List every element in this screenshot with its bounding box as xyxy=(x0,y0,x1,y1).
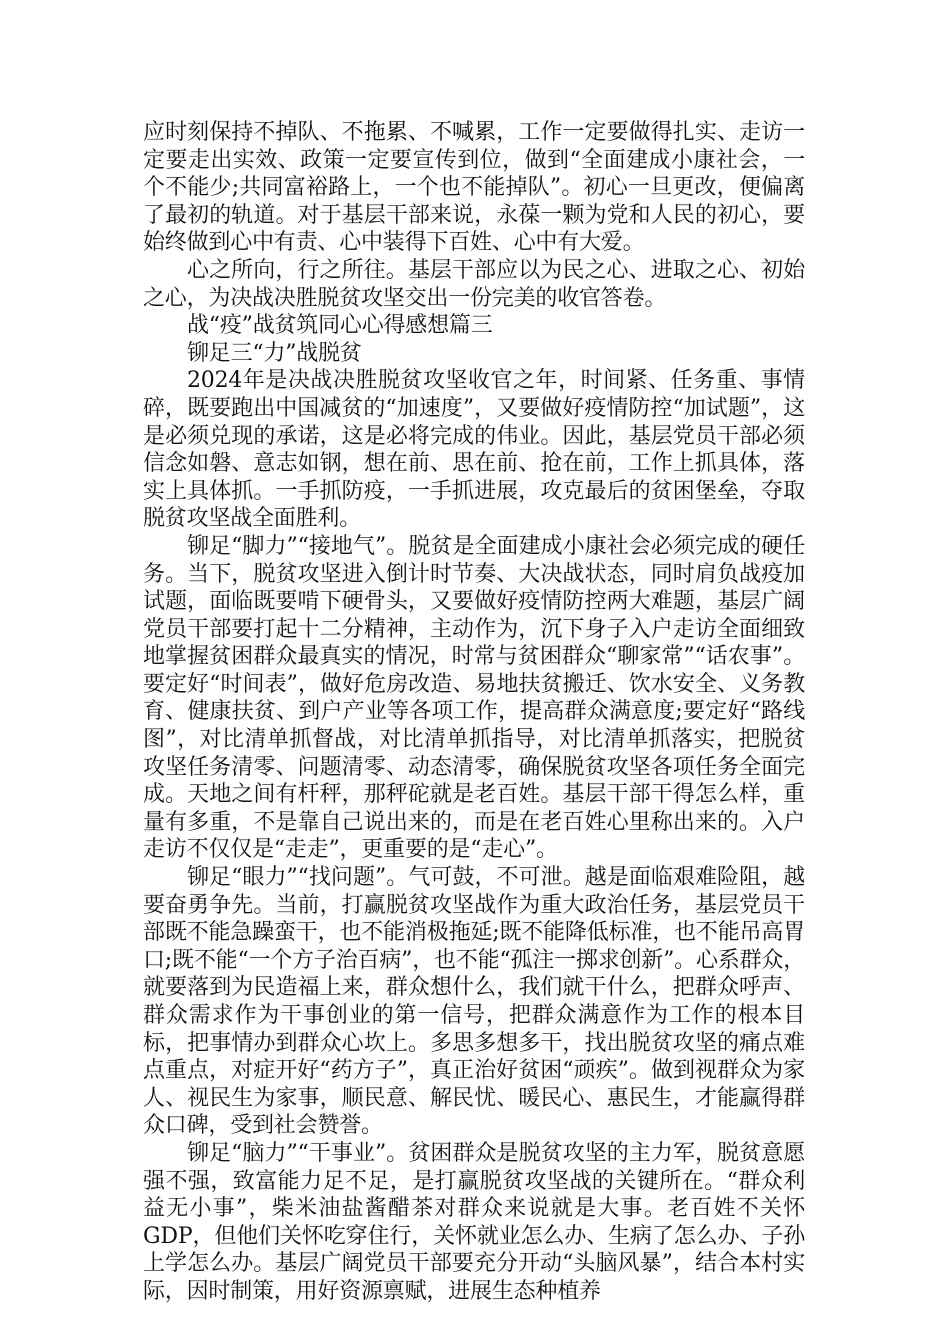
paragraph-intro: 2024年是决战决胜脱贫攻坚收官之年，时间紧、任务重、事情碎，既要跑出中国减贫的“加速度”，又要做好疫情防控“加试题”，这是必须兑现的承诺，这是必将完成的伟业。因此，基层党员干部必须信念如磐、意志如钢，想在前、思在前、抢在前，工作上抓具体，落实上具体抓。一手抓防疫，一手抓进展，攻克最后的贫困堡垒，夺取脱贫攻坚战全面胜利。 xyxy=(143,368,805,532)
paragraph-continuation: 应时刻保持不掉队、不拖累、不喊累，工作一定要做得扎实、走访一定要走出实效、政策一定要宣传到位，做到“全面建成小康社会，一个不能少;共同富裕路上，一个也不能掉队”。初心一旦更改，便偏离了最初的轨道。对于基层干部来说，永葆一颗为党和人民的初心，要始终做到心中有责、心中装得下百姓、心中有大爱。 xyxy=(143,120,805,256)
paragraph-brainpower: 铆足“脑力”“干事业”。贫困群众是脱贫攻坚的主力军，脱贫意愿强不强，致富能力足不足，是打赢脱贫攻坚战的关键所在。“群众利益无小事”，柴米油盐酱醋茶对群众来说就是大事。老百姓不关怀GDP，但他们关怀吃穿住行，关怀就业怎么办、生病了怎么办、子孙上学怎么办。基层广阔党员干部要充分开动“头脑风暴”，结合本村实际，因时制策，用好资源禀赋，进展生态种植养 xyxy=(143,1140,805,1304)
document-page xyxy=(143,119,805,1306)
section-title: 战“疫”战贫筑同心心得感想篇三 xyxy=(187,313,493,339)
paragraph-eyesight: 铆足“眼力”“找问题”。气可鼓，不可泄。越是面临艰难险阻，越要奋勇争先。当前，打赢脱贫攻坚战作为重大政治任务，基层党员干部既不能急躁蛮干，也不能消极拖延;既不能降低标准，也不能吊高胃口;既不能“一个方子治百病”，也不能“孤注一掷求创新”。心系群众，就要落到为民造福上来，群众想什么，我们就干什么，把群众呼声、群众需求作为干事创业的第一信号，把群众满意作为工作的根本目标，把事情办到群众心坎上。多思多想多干，找出脱贫攻坚的痛点难点重点，对症开好“药方子”，真正治好贫困“顽疾”。做到视群众为家人、视民生为家事，顺民意、解民忧、暖民心、惠民生，才能赢得群众口碑，受到社会赞誉。 xyxy=(143,865,805,1139)
paragraph-conclusion: 心之所向，行之所往。基层干部应以为民之心、进取之心、初始之心，为决战决胜脱贫攻坚交出一份完美的收官答卷。 xyxy=(143,257,805,311)
section-subtitle: 铆足三“力”战脱贫 xyxy=(187,340,362,366)
paragraph-footwork: 铆足“脚力”“接地气”。脱贫是全面建成小康社会必须完成的硬任务。当下，脱贫攻坚进入倒计时节奏、大决战状态，同时肩负战疫加试题，面临既要啃下硬骨头，又要做好疫情防控两大难题，基层广阔党员干部要打起十二分精神，主动作为，沉下身子入户走访全面细致地掌握贫困群众最真实的情况，时常与贫困群众“聊家常”“话农事”。要定好“时间表”，做好危房改造、易地扶贫搬迁、饮水安全、义务教育、健康扶贫、到户产业等各项工作，提高群众满意度;要定好“路线图”，对比清单抓督战，对比清单抓指导，对比清单抓落实，把脱贫攻坚任务清零、问题清零、动态清零，确保脱贫攻坚各项任务全面完成。天地之间有杆秤，那秤砣就是老百姓。基层干部干得怎么样，重量有多重，不是靠自己说出来的，而是在老百姓心里称出来的。入户走访不仅仅是“走走”，更重要的是“走心”。 xyxy=(143,533,805,863)
